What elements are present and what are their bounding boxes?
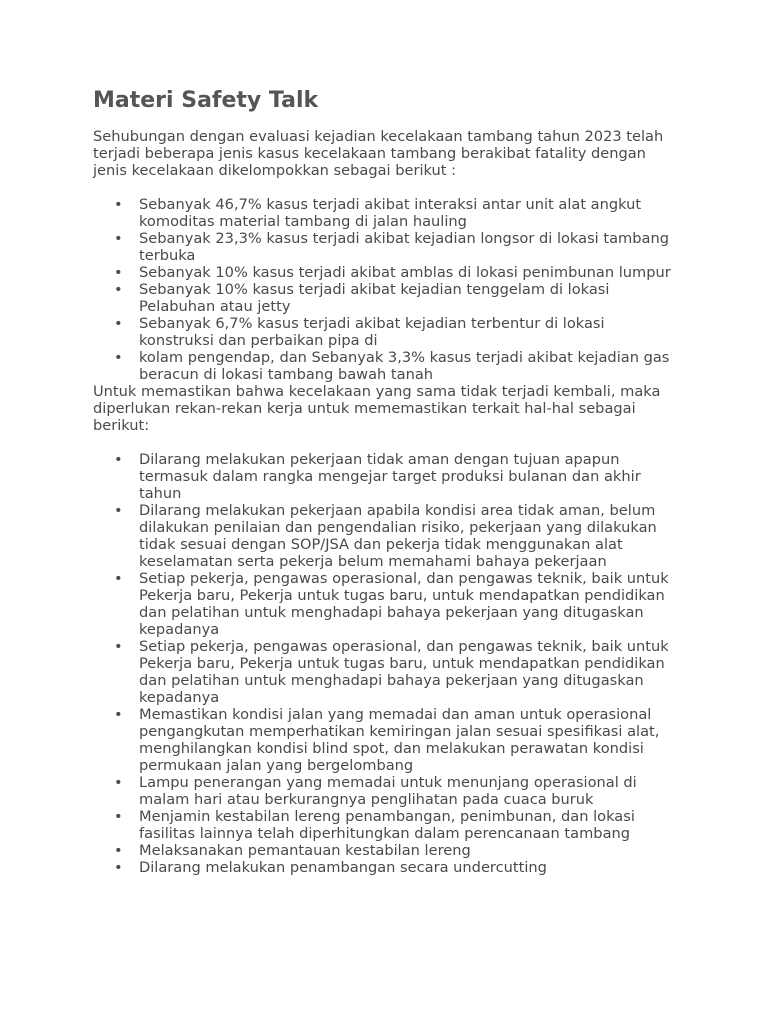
list-item [93, 451, 683, 502]
intro-paragraph: Sehubungan dengan evaluasi kejadian kecelakaan tambang tahun 2023 telah terjadi beberapa jenis kasus kecelakaan tambang berakibat fatality dengan jenis kecelakaan dikelompokkan sebagai berikut : [93, 128, 664, 179]
list-item-text: kolam pengendap, dan Sebanyak 3,3% kasus terjadi akibat kejadian gas beracun di lokasi tambang bawah tanah [139, 349, 670, 383]
list-item [93, 315, 683, 349]
list-item [93, 502, 683, 570]
list-item [93, 638, 683, 706]
bridge-paragraph: Untuk memastikan bahwa kecelakaan yang sama tidak terjadi kembali, maka diperlukan rekan-rekan kerja untuk mememastikan terkait hal-hal sebagai berikut: [93, 383, 661, 434]
list-item [93, 859, 683, 876]
bullet-icon: • [114, 264, 123, 281]
document-body [93, 86, 683, 876]
bullet-icon: • [114, 315, 123, 332]
list-item-text: Sebanyak 10% kasus terjadi akibat amblas di lokasi penimbunan lumpur [139, 264, 671, 281]
bullet-icon: • [114, 808, 123, 825]
list-item-text: Sebanyak 6,7% kasus terjadi akibat kejadian terbentur di lokasi konstruksi dan perbaikan pipa di [139, 315, 605, 349]
list-item-text: Setiap pekerja, pengawas operasional, dan pengawas teknik, baik untuk Pekerja baru, Pekerja untuk tugas baru, untuk mendapatkan pendidikan dan pelatihan untuk menghadapi bahaya pekerjaan yang ditugaskan kepadanya [139, 638, 669, 706]
list-item [93, 281, 683, 315]
list-item [93, 842, 683, 859]
bullet-icon: • [114, 774, 123, 791]
list-item [93, 264, 683, 281]
list-item [93, 706, 683, 774]
list-item-text: Dilarang melakukan penambangan secara undercutting [139, 859, 547, 876]
bullet-icon: • [114, 706, 123, 723]
list-item [93, 196, 683, 230]
list-item-text: Lampu penerangan yang memadai untuk menunjang operasional di malam hari atau berkurangnya penglihatan pada cuaca buruk [139, 774, 637, 808]
bullet-icon: • [114, 502, 123, 519]
bullet-icon: • [114, 638, 123, 655]
list-item [93, 230, 683, 264]
list-item [93, 774, 683, 808]
list-item [93, 808, 683, 842]
list-item-text: Sebanyak 10% kasus terjadi akibat kejadian tenggelam di lokasi Pelabuhan atau jetty [139, 281, 610, 315]
bullet-icon: • [114, 230, 123, 247]
bullet-icon: • [114, 842, 123, 859]
list-item [93, 349, 683, 383]
list-item-text: Menjamin kestabilan lereng penambangan, penimbunan, dan lokasi fasilitas lainnya telah diperhitungkan dalam perencanaan tambang [139, 808, 635, 842]
list-item-text: Memastikan kondisi jalan yang memadai dan aman untuk operasional pengangkutan memperhatikan kemiringan jalan sesuai spesifikasi alat, menghilangkan kondisi blind spot, dan melakukan perawatan kondisi permukaan jalan yang bergelombang [139, 706, 660, 774]
list-item-text: Dilarang melakukan pekerjaan apabila kondisi area tidak aman, belum dilakukan penilaian dan pengendalian risiko, pekerjaan yang dilakukan tidak sesuai dengan SOP/JSA dan pekerja tidak menggunakan alat keselamatan serta pekerja belum memahami bahaya pekerjaan [139, 502, 657, 570]
bullet-icon: • [114, 451, 123, 468]
bullet-icon: • [114, 349, 123, 366]
safety-actions-list [93, 451, 683, 876]
list-item-text: Setiap pekerja, pengawas operasional, dan pengawas teknik, baik untuk Pekerja baru, Pekerja untuk tugas baru, untuk mendapatkan pendidikan dan pelatihan untuk menghadapi bahaya pekerjaan yang ditugaskan kepadanya [139, 570, 669, 638]
list-item-text: Sebanyak 23,3% kasus terjadi akibat kejadian longsor di lokasi tambang terbuka [139, 230, 669, 264]
list-item-text: Dilarang melakukan pekerjaan tidak aman dengan tujuan apapun termasuk dalam rangka mengejar target produksi bulanan dan akhir tahun [139, 451, 641, 502]
page-title: Materi Safety Talk [93, 88, 319, 113]
list-item [93, 570, 683, 638]
bullet-icon: • [114, 196, 123, 213]
accident-statistics-list [93, 196, 683, 383]
list-item-text: Sebanyak 46,7% kasus terjadi akibat interaksi antar unit alat angkut komoditas material tambang di jalan hauling [139, 196, 642, 230]
bullet-icon: • [114, 859, 123, 876]
bullet-icon: • [114, 570, 123, 587]
bullet-icon: • [114, 281, 123, 298]
list-item-text: Melaksanakan pemantauan kestabilan lereng [139, 842, 471, 859]
